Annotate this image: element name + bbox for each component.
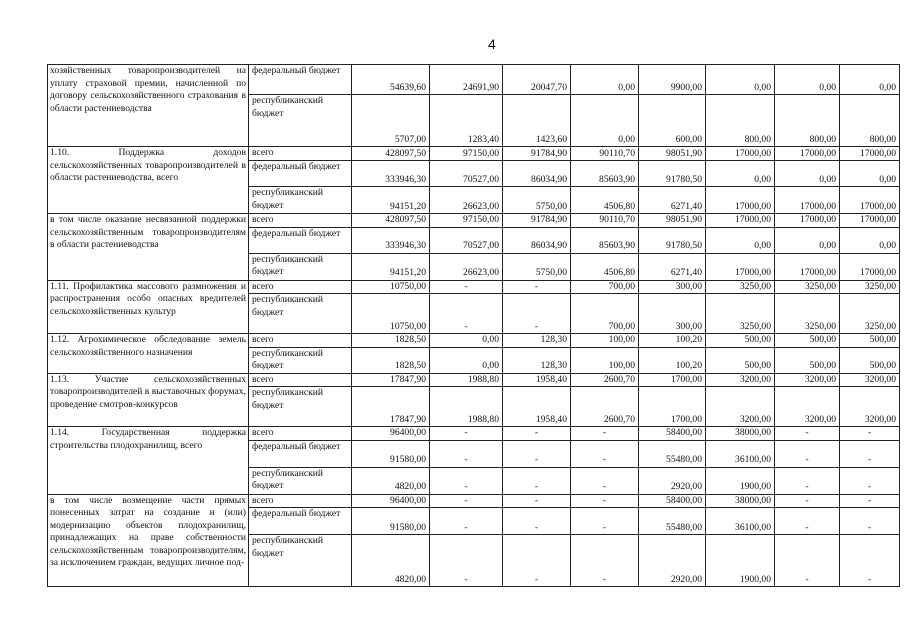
- amount-cell: -: [571, 494, 639, 508]
- amount-cell: 100,20: [639, 334, 706, 348]
- amount-cell: 38000,00: [706, 494, 775, 508]
- amount-cell: 17000,00: [706, 187, 775, 214]
- amount-cell: 800,00: [840, 95, 900, 147]
- amount-cell: 17000,00: [775, 214, 840, 228]
- funding-source: республиканский бюджет: [249, 294, 352, 334]
- amount-cell: 4820,00: [352, 535, 430, 587]
- amount-cell: 0,00: [706, 65, 775, 95]
- amount-cell: 9900,00: [639, 65, 706, 95]
- amount-cell: 58400,00: [639, 427, 706, 441]
- item-description: в том числе оказание несвязанной поддержки сельскохозяйственным товаропроизводителям в области растениеводства: [48, 214, 249, 281]
- table-row: [48, 214, 900, 228]
- amount-cell: 36100,00: [706, 440, 775, 467]
- amount-cell: 17000,00: [775, 147, 840, 161]
- table-row: [48, 427, 900, 441]
- amount-cell: 1828,50: [352, 334, 430, 348]
- amount-cell: 800,00: [706, 95, 775, 147]
- amount-cell: 91580,00: [352, 508, 430, 535]
- amount-cell: -: [775, 427, 840, 441]
- amount-cell: -: [840, 440, 900, 467]
- amount-cell: 17000,00: [706, 147, 775, 161]
- amount-cell: 500,00: [706, 347, 775, 373]
- amount-cell: 17847,90: [352, 387, 430, 427]
- amount-cell: -: [430, 440, 503, 467]
- funding-source: всего: [249, 427, 352, 441]
- amount-cell: 1828,50: [352, 347, 430, 373]
- amount-cell: 20047,70: [503, 65, 571, 95]
- table-row: [48, 494, 900, 508]
- amount-cell: 0,00: [775, 161, 840, 187]
- funding-source: федеральный бюджет: [249, 161, 352, 187]
- amount-cell: 1700,00: [639, 373, 706, 387]
- amount-cell: 86034,90: [503, 227, 571, 253]
- amount-cell: -: [503, 494, 571, 508]
- amount-cell: 428097,50: [352, 147, 430, 161]
- amount-cell: 17000,00: [706, 253, 775, 280]
- amount-cell: -: [430, 294, 503, 334]
- funding-source: всего: [249, 147, 352, 161]
- amount-cell: 1988,80: [430, 387, 503, 427]
- amount-cell: 2920,00: [639, 467, 706, 494]
- amount-cell: 70527,00: [430, 161, 503, 187]
- amount-cell: 500,00: [840, 334, 900, 348]
- amount-cell: 3200,00: [775, 387, 840, 427]
- amount-cell: 300,00: [639, 294, 706, 334]
- amount-cell: 700,00: [571, 280, 639, 294]
- amount-cell: 17000,00: [840, 253, 900, 280]
- amount-cell: 6271,40: [639, 253, 706, 280]
- amount-cell: -: [430, 467, 503, 494]
- amount-cell: 3200,00: [840, 373, 900, 387]
- amount-cell: 700,00: [571, 294, 639, 334]
- amount-cell: 90110,70: [571, 214, 639, 228]
- amount-cell: 1900,00: [706, 535, 775, 587]
- amount-cell: 97150,00: [430, 147, 503, 161]
- amount-cell: 3250,00: [840, 294, 900, 334]
- amount-cell: 2600,70: [571, 387, 639, 427]
- amount-cell: 4820,00: [352, 467, 430, 494]
- amount-cell: 26623,00: [430, 187, 503, 214]
- amount-cell: 0,00: [840, 227, 900, 253]
- amount-cell: -: [503, 440, 571, 467]
- amount-cell: 54639,60: [352, 65, 430, 95]
- amount-cell: 91784,90: [503, 214, 571, 228]
- funding-source: республиканский бюджет: [249, 535, 352, 587]
- amount-cell: 24691,90: [430, 65, 503, 95]
- amount-cell: 17000,00: [706, 214, 775, 228]
- budget-table: [47, 64, 900, 587]
- amount-cell: -: [571, 535, 639, 587]
- amount-cell: 5750,00: [503, 187, 571, 214]
- item-description: в том числе возмещение части прямых понесенных затрат на создание и (или) модернизацию объектов плодохранилищ, принадлежащих на праве собственности сельскохозяйственным товаропроизводителям, за исключением граждан, ведущих личное под-: [48, 494, 249, 587]
- amount-cell: -: [571, 427, 639, 441]
- amount-cell: -: [430, 280, 503, 294]
- amount-cell: 1958,40: [503, 373, 571, 387]
- amount-cell: 0,00: [706, 161, 775, 187]
- funding-source: республиканский бюджет: [249, 387, 352, 427]
- amount-cell: 90110,70: [571, 147, 639, 161]
- amount-cell: 0,00: [571, 95, 639, 147]
- table-row: [48, 65, 900, 95]
- amount-cell: 800,00: [775, 95, 840, 147]
- amount-cell: -: [571, 440, 639, 467]
- amount-cell: 1700,00: [639, 387, 706, 427]
- amount-cell: 17000,00: [840, 187, 900, 214]
- table-row: [48, 147, 900, 161]
- amount-cell: -: [503, 467, 571, 494]
- amount-cell: -: [840, 427, 900, 441]
- funding-source: всего: [249, 280, 352, 294]
- amount-cell: -: [775, 508, 840, 535]
- amount-cell: 38000,00: [706, 427, 775, 441]
- amount-cell: 97150,00: [430, 214, 503, 228]
- amount-cell: 2920,00: [639, 535, 706, 587]
- amount-cell: 98051,90: [639, 214, 706, 228]
- amount-cell: -: [430, 508, 503, 535]
- amount-cell: -: [503, 508, 571, 535]
- amount-cell: -: [571, 467, 639, 494]
- amount-cell: 4506,80: [571, 253, 639, 280]
- funding-source: федеральный бюджет: [249, 65, 352, 95]
- funding-source: всего: [249, 334, 352, 348]
- amount-cell: -: [503, 535, 571, 587]
- amount-cell: -: [430, 494, 503, 508]
- amount-cell: -: [775, 535, 840, 587]
- amount-cell: 17847,90: [352, 373, 430, 387]
- amount-cell: 94151,20: [352, 187, 430, 214]
- amount-cell: 3200,00: [706, 387, 775, 427]
- amount-cell: 1988,80: [430, 373, 503, 387]
- amount-cell: 17000,00: [840, 147, 900, 161]
- funding-source: всего: [249, 214, 352, 228]
- amount-cell: -: [840, 508, 900, 535]
- amount-cell: 0,00: [775, 65, 840, 95]
- funding-source: федеральный бюджет: [249, 440, 352, 467]
- item-description: 1.11. Профилактика массового размножения и распространения особо опасных вредителей сельскохозяйственных культур: [48, 280, 249, 334]
- amount-cell: 3250,00: [775, 294, 840, 334]
- amount-cell: -: [775, 467, 840, 494]
- amount-cell: 0,00: [840, 161, 900, 187]
- amount-cell: 17000,00: [840, 214, 900, 228]
- amount-cell: 300,00: [639, 280, 706, 294]
- amount-cell: 10750,00: [352, 294, 430, 334]
- amount-cell: 333946,30: [352, 227, 430, 253]
- amount-cell: -: [571, 508, 639, 535]
- amount-cell: 128,30: [503, 347, 571, 373]
- amount-cell: -: [840, 467, 900, 494]
- amount-cell: 1900,00: [706, 467, 775, 494]
- amount-cell: 98051,90: [639, 147, 706, 161]
- amount-cell: 10750,00: [352, 280, 430, 294]
- page-number: 4: [488, 36, 496, 52]
- amount-cell: 3200,00: [775, 373, 840, 387]
- amount-cell: 100,20: [639, 347, 706, 373]
- amount-cell: 1423,60: [503, 95, 571, 147]
- amount-cell: 94151,20: [352, 253, 430, 280]
- amount-cell: -: [775, 494, 840, 508]
- amount-cell: 500,00: [775, 347, 840, 373]
- table-row: [48, 280, 900, 294]
- amount-cell: 3200,00: [840, 387, 900, 427]
- amount-cell: -: [503, 280, 571, 294]
- amount-cell: 100,00: [571, 334, 639, 348]
- funding-source: республиканский бюджет: [249, 187, 352, 214]
- item-description: хозяйственных товаропроизводителей на уплату страховой премии, начисленной по договору сельскохозяйственного страхования в области растениеводства: [48, 65, 249, 147]
- table-row: [48, 373, 900, 387]
- amount-cell: 0,00: [775, 227, 840, 253]
- amount-cell: 0,00: [430, 347, 503, 373]
- amount-cell: -: [503, 427, 571, 441]
- amount-cell: 0,00: [706, 227, 775, 253]
- amount-cell: -: [430, 427, 503, 441]
- amount-cell: 3250,00: [775, 280, 840, 294]
- amount-cell: 55480,00: [639, 440, 706, 467]
- amount-cell: 4506,80: [571, 187, 639, 214]
- amount-cell: 3250,00: [706, 280, 775, 294]
- funding-source: республиканский бюджет: [249, 95, 352, 147]
- amount-cell: 0,00: [571, 65, 639, 95]
- amount-cell: 86034,90: [503, 161, 571, 187]
- amount-cell: -: [430, 535, 503, 587]
- amount-cell: 70527,00: [430, 227, 503, 253]
- amount-cell: -: [840, 494, 900, 508]
- amount-cell: -: [840, 535, 900, 587]
- amount-cell: 91784,90: [503, 147, 571, 161]
- funding-source: республиканский бюджет: [249, 467, 352, 494]
- amount-cell: 0,00: [430, 334, 503, 348]
- amount-cell: 0,00: [840, 65, 900, 95]
- amount-cell: 85603,90: [571, 161, 639, 187]
- funding-source: всего: [249, 373, 352, 387]
- amount-cell: 1283,40: [430, 95, 503, 147]
- funding-source: федеральный бюджет: [249, 508, 352, 535]
- item-description: 1.10. Поддержка доходов сельскохозяйственных товаропроизводителей в области растениеводства, всего: [48, 147, 249, 214]
- amount-cell: 5707,00: [352, 95, 430, 147]
- amount-cell: 2600,70: [571, 373, 639, 387]
- amount-cell: 91780,50: [639, 161, 706, 187]
- amount-cell: 96400,00: [352, 427, 430, 441]
- amount-cell: 17000,00: [775, 253, 840, 280]
- amount-cell: 3250,00: [706, 294, 775, 334]
- amount-cell: 428097,50: [352, 214, 430, 228]
- amount-cell: 333946,30: [352, 161, 430, 187]
- amount-cell: 128,30: [503, 334, 571, 348]
- amount-cell: 100,00: [571, 347, 639, 373]
- amount-cell: 5750,00: [503, 253, 571, 280]
- amount-cell: 6271,40: [639, 187, 706, 214]
- amount-cell: 500,00: [706, 334, 775, 348]
- amount-cell: 3250,00: [840, 280, 900, 294]
- amount-cell: 26623,00: [430, 253, 503, 280]
- amount-cell: -: [775, 440, 840, 467]
- amount-cell: 600,00: [639, 95, 706, 147]
- amount-cell: -: [503, 294, 571, 334]
- amount-cell: 85603,90: [571, 227, 639, 253]
- funding-source: федеральный бюджет: [249, 227, 352, 253]
- amount-cell: 500,00: [775, 334, 840, 348]
- amount-cell: 3200,00: [706, 373, 775, 387]
- amount-cell: 500,00: [840, 347, 900, 373]
- item-description: 1.14. Государственная поддержка строительства плодохранилищ, всего: [48, 427, 249, 495]
- funding-source: всего: [249, 494, 352, 508]
- amount-cell: 91580,00: [352, 440, 430, 467]
- item-description: 1.12. Агрохимическое обследование земель сельскохозяйственного назначения: [48, 334, 249, 374]
- amount-cell: 36100,00: [706, 508, 775, 535]
- amount-cell: 17000,00: [775, 187, 840, 214]
- amount-cell: 58400,00: [639, 494, 706, 508]
- amount-cell: 96400,00: [352, 494, 430, 508]
- amount-cell: 55480,00: [639, 508, 706, 535]
- item-description: 1.13. Участие сельскохозяйственных товаропроизводителей в выставочных форумах, проведение смотров-конкурсов: [48, 373, 249, 427]
- funding-source: республиканский бюджет: [249, 347, 352, 373]
- table-row: [48, 334, 900, 348]
- funding-source: республиканский бюджет: [249, 253, 352, 280]
- amount-cell: 91780,50: [639, 227, 706, 253]
- amount-cell: 1958,40: [503, 387, 571, 427]
